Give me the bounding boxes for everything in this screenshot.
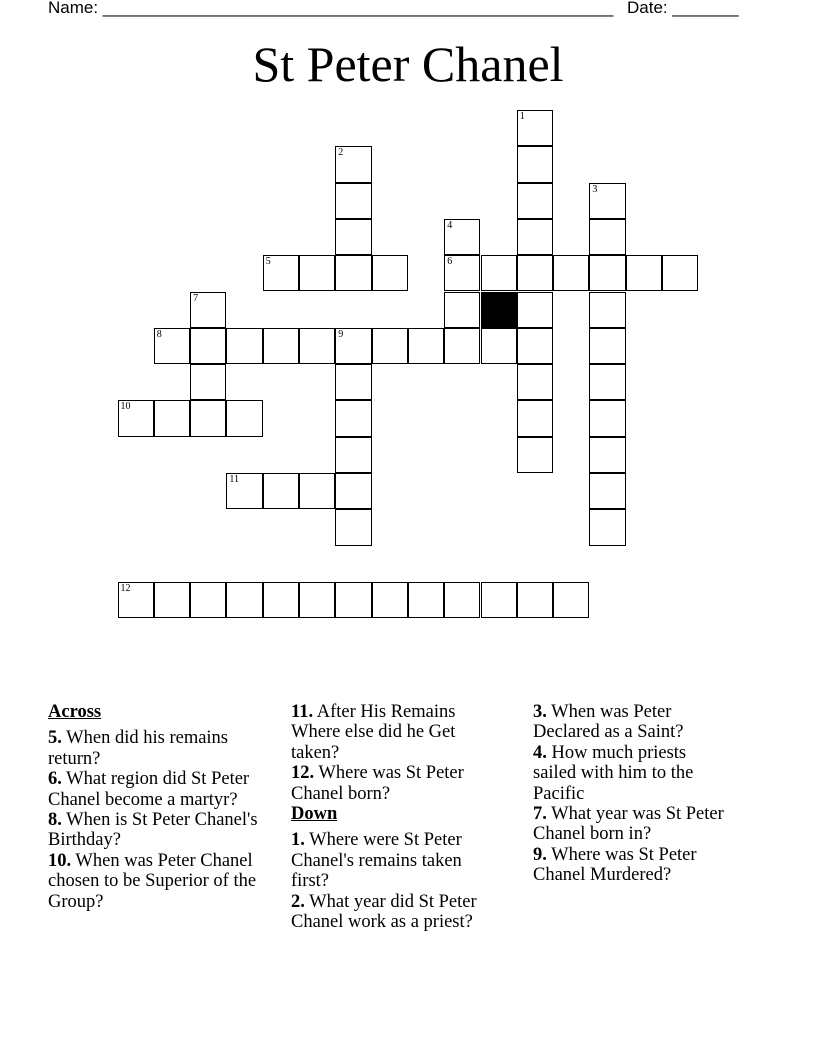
crossword-cell[interactable] xyxy=(335,509,371,545)
clues-column-2 xyxy=(291,702,501,932)
clue-number: 5 xyxy=(265,256,271,268)
clue-item xyxy=(533,743,733,804)
across-heading: Across xyxy=(48,702,102,722)
crossword-cell[interactable] xyxy=(517,292,553,328)
clue-number: 7 xyxy=(193,292,199,304)
crossword-cell[interactable] xyxy=(190,582,226,618)
crossword-cell[interactable] xyxy=(589,328,625,364)
crossword-cell[interactable] xyxy=(299,582,335,618)
crossword-cell[interactable] xyxy=(589,437,625,473)
crossword-cell[interactable] xyxy=(444,255,480,291)
crossword-cell[interactable] xyxy=(517,437,553,473)
crossword-cell[interactable] xyxy=(335,146,371,182)
crossword-cell[interactable] xyxy=(335,473,371,509)
crossword-cell[interactable] xyxy=(517,364,553,400)
crossword-cell[interactable] xyxy=(589,400,625,436)
clue-item xyxy=(291,892,501,933)
clue-number: 8. xyxy=(48,810,62,831)
crossword-cell[interactable] xyxy=(226,328,262,364)
clue-number: 11 xyxy=(229,474,240,485)
crossword-cell[interactable] xyxy=(589,219,625,255)
clue-number: 12 xyxy=(120,582,131,594)
crossword-cell[interactable] xyxy=(263,255,299,291)
down-heading: Down xyxy=(291,804,338,825)
crossword-cell[interactable] xyxy=(335,582,371,618)
crossword-cell[interactable] xyxy=(335,400,371,436)
clue-item xyxy=(48,851,268,912)
crossword-cell[interactable] xyxy=(553,255,589,291)
crossword-cell[interactable] xyxy=(517,110,553,146)
clue-number: 5. xyxy=(48,728,62,749)
crossword-cell[interactable] xyxy=(118,582,154,618)
crossword-cell[interactable] xyxy=(154,400,190,436)
clue-number: 12. xyxy=(291,763,315,784)
crossword-cell[interactable] xyxy=(190,328,226,364)
clue-text: What year did St Peter Chanel work as a priest? xyxy=(291,891,477,933)
crossword-cell[interactable] xyxy=(517,146,553,182)
clue-number: 10. xyxy=(48,850,72,871)
crossword-cell[interactable] xyxy=(335,183,371,219)
clue-text: Where were St Peter Chanel's remains taken first? xyxy=(291,830,462,892)
crossword-cell[interactable] xyxy=(226,400,262,436)
clue-text: Where was St Peter Chanel Murdered? xyxy=(533,844,697,886)
clue-text: After His Remains Where else did he Get taken? xyxy=(291,702,456,763)
crossword-cell[interactable] xyxy=(299,328,335,364)
date-field-label: Date: _______ xyxy=(627,0,739,17)
crossword-cell[interactable] xyxy=(444,582,480,618)
clue-text: When was Peter Chanel chosen to be Superior of the Group? xyxy=(48,850,257,912)
clue-text: How much priests sailed with him to the Pacific xyxy=(533,742,694,804)
crossword-cell[interactable] xyxy=(154,582,190,618)
clues-column-1 xyxy=(48,702,268,912)
crossword-cell[interactable] xyxy=(408,582,444,618)
name-field-label: Name: ______________________________________________________ xyxy=(48,0,614,17)
across-clue-list xyxy=(48,728,268,912)
crossword-cell[interactable] xyxy=(335,437,371,473)
crossword-cell[interactable] xyxy=(517,183,553,219)
clue-item xyxy=(291,830,501,891)
crossword-cell[interactable] xyxy=(372,255,408,291)
clue-number: 3 xyxy=(592,183,598,195)
crossword-cell[interactable] xyxy=(299,255,335,291)
clue-number: 9 xyxy=(338,328,344,340)
crossword-cell[interactable] xyxy=(444,292,480,328)
crossword-cell[interactable] xyxy=(662,255,698,291)
crossword-cell[interactable] xyxy=(154,328,190,364)
clue-item xyxy=(291,702,501,763)
crossword-cell[interactable] xyxy=(589,364,625,400)
clue-number: 2. xyxy=(291,891,305,912)
crossword-cell[interactable] xyxy=(372,328,408,364)
crossword-cell[interactable] xyxy=(589,509,625,545)
crossword-cell[interactable] xyxy=(517,582,553,618)
crossword-cell[interactable] xyxy=(517,255,553,291)
crossword-cell[interactable] xyxy=(118,400,154,436)
down-clue-list-continued xyxy=(533,702,733,886)
crossword-cell[interactable] xyxy=(190,292,226,328)
clues-column-3 xyxy=(533,702,733,886)
crossword-cell[interactable] xyxy=(517,219,553,255)
clue-number: 2 xyxy=(338,147,344,159)
crossword-cell[interactable] xyxy=(408,328,444,364)
clue-text: When is St Peter Chanel's Birthday? xyxy=(48,810,258,851)
crossword-cell[interactable] xyxy=(190,400,226,436)
crossword-cell[interactable] xyxy=(481,582,517,618)
clue-number: 7. xyxy=(533,804,547,825)
crossword-block-cell xyxy=(481,292,517,328)
clue-number: 6 xyxy=(447,256,453,268)
crossword-cell[interactable] xyxy=(263,473,299,509)
crossword-cell[interactable] xyxy=(335,219,371,255)
crossword-cell[interactable] xyxy=(226,473,262,509)
clue-item xyxy=(533,845,733,886)
crossword-cell[interactable] xyxy=(335,328,371,364)
crossword-cell[interactable] xyxy=(481,255,517,291)
clue-text: What year was St Peter Chanel born in? xyxy=(533,804,724,845)
clue-item xyxy=(48,810,268,851)
crossword-cell[interactable] xyxy=(335,364,371,400)
clue-number: 4 xyxy=(447,219,453,231)
crossword-cell[interactable] xyxy=(517,328,553,364)
down-clue-list xyxy=(291,830,501,932)
crossword-cell[interactable] xyxy=(589,255,625,291)
crossword-cell[interactable] xyxy=(626,255,662,291)
across-clue-list-continued xyxy=(291,702,501,804)
clue-item xyxy=(533,702,733,743)
crossword-cell[interactable] xyxy=(190,364,226,400)
clue-text: Where was St Peter Chanel born? xyxy=(291,763,464,804)
clue-number: 11. xyxy=(291,702,314,722)
crossword-cell[interactable] xyxy=(444,328,480,364)
clue-number: 8 xyxy=(156,328,162,340)
crossword-cell[interactable] xyxy=(226,582,262,618)
crossword-cell[interactable] xyxy=(263,582,299,618)
crossword-cell[interactable] xyxy=(553,582,589,618)
clue-number: 6. xyxy=(48,769,62,790)
crossword-cell[interactable] xyxy=(335,255,371,291)
clue-text: When did his remains return? xyxy=(48,728,229,769)
crossword-cell[interactable] xyxy=(263,328,299,364)
clue-number: 9. xyxy=(533,844,547,865)
clue-text: When was Peter Declared as a Saint? xyxy=(533,702,684,743)
clue-number: 4. xyxy=(533,742,547,763)
crossword-cell[interactable] xyxy=(589,473,625,509)
crossword-cell[interactable] xyxy=(444,219,480,255)
page-title: St Peter Chanel xyxy=(252,36,564,92)
crossword-cell[interactable] xyxy=(589,292,625,328)
crossword-cell[interactable] xyxy=(481,328,517,364)
clue-item xyxy=(533,804,733,845)
crossword-cell[interactable] xyxy=(299,473,335,509)
clue-number: 1. xyxy=(291,830,305,851)
clue-number: 3. xyxy=(533,702,547,722)
clue-number: 10 xyxy=(120,401,131,413)
crossword-cell[interactable] xyxy=(372,582,408,618)
clue-item xyxy=(291,763,501,804)
crossword-cell[interactable] xyxy=(517,400,553,436)
clue-item xyxy=(48,769,268,810)
clue-number: 1 xyxy=(519,111,525,122)
clue-text: What region did St Peter Chanel become a martyr? xyxy=(48,769,250,810)
crossword-cell[interactable] xyxy=(589,183,625,219)
clue-item xyxy=(48,728,268,769)
